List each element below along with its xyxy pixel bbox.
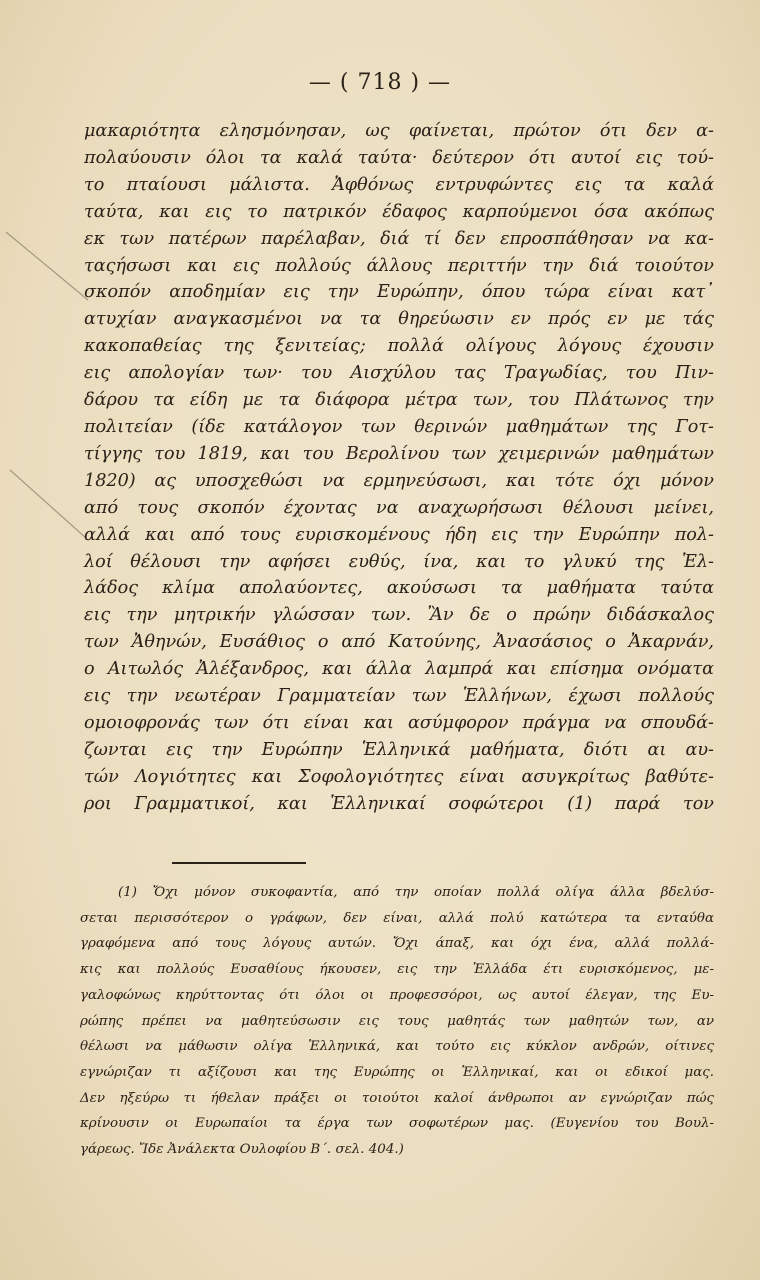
body-line: σκοπόν αποδημίαν εις την Ευρώπην, όπου τώρα είναι κατ᾽ [84, 282, 714, 303]
body-line: τίγγης του 1819, και του Βερολίνου των χειμερινών μαθημάτων [84, 443, 714, 464]
body-line: ροι Γραμματικοί, και Ἑλληνικαί σοφώτεροι (1) παρά τον [84, 793, 714, 814]
footnote-line: (1) Ὄχι μόνον συκοφαντία, από την οποίαν πολλά ολίγα άλλα βδελύσ- [118, 885, 714, 900]
body-line: κακοπαθείας της ξενιτείας; πολλά ολίγους λόγους έχουσιν [84, 336, 714, 357]
body-line: ομοιοφρονάς των ότι είναι και ασύμφορον πράγμα να σπουδά- [84, 712, 714, 733]
body-line: δάρου τα είδη με τα διάφορα μέτρα των, του Πλάτωνος την [84, 390, 714, 411]
body-line: πολαύουσιν όλοι τα καλά ταύτα· δεύτερον ότι αυτοί εις τού- [84, 147, 714, 168]
footnote-line: Δεν ηξεύρω τι ήθελαν πράξει οι τοιούτοι καλοί άνθρωποι αν εγνώριζαν πώς [80, 1090, 714, 1106]
body-line: εις απολογίαν των· του Αισχύλου τας Τραγωδίας, του Πιν- [84, 363, 714, 384]
body-line: εκ των πατέρων παρέλαβαν, διά τί δεν επροσπάθησαν να κα- [84, 228, 714, 249]
body-text [84, 118, 714, 818]
body-line: εις την μητρικήν γλώσσαν των. Ἂν δε ο πρώην διδάσκαλος [84, 605, 714, 626]
body-line: ταύτα, και εις το πατρικόν έδαφος καρπούμενοι όσα ακόπως [84, 201, 714, 222]
footnote [80, 880, 714, 1163]
body-line: από τους σκοπόν έχοντας να αναχωρήσωσι θέλουσι μείνει, [84, 497, 714, 518]
body-line: ατυχίαν αναγκασμένοι να τα θηρεύωσιν εν πρός εν με τάς [84, 309, 714, 330]
footnote-line: γραφόμενα από τους λόγους αυτών. Ὄχι άπαξ, και όχι ένα, αλλά πολλά- [80, 936, 714, 952]
footnote-line: θέλωσι να μάθωσιν ολίγα Ἑλληνικά, και τούτο εις κύκλον ανδρών, οίτινες [80, 1039, 714, 1055]
body-line: πολιτείαν (ίδε κατάλογον των θερινών μαθημάτων της Γοτ- [84, 416, 714, 437]
body-line: των Ἀθηνών, Ευσάθιος ο από Κατούνης, Ἀνασάσιος ο Ἀκαρνάν, [84, 632, 714, 653]
footnote-line: εγνώριζαν τι αξίζουσι και της Ευρώπης οι Ἑλληνικαί, και οι εδικοί μας. [80, 1064, 714, 1080]
body-line: ο Αιτωλός Ἀλέξανδρος, και άλλα λαμπρά και επίσημα ονόματα [84, 659, 714, 680]
footnote-line: κις και πολλούς Ευσαθίους ήκουσεν, εις την Ἑλλάδα έτι ευρισκόμενος, με- [80, 962, 714, 978]
body-line: ταςήσωσι και εις πολλούς άλλους περιττήν την διά τοιούτον [84, 255, 714, 276]
body-line: εις την νεωτέραν Γραμματείαν των Ἑλλήνων, έχωσι πολλούς [84, 686, 714, 707]
body-line: αλλά και από τους ευρισκομένους ήδη εις την Ευρώπην πολ- [84, 524, 714, 545]
footnote-line: γάρεως. Ἴδε Ἀνάλεκτα Ουλοφίου Β΄. σελ. 404.) [80, 1142, 404, 1158]
body-line: τών Λογιότητες και Σοφολογιότητες είναι ασυγκρίτως βαθύτε- [84, 766, 714, 787]
footnote-line: κρίνουσιν οι Ευρωπαίοι τα έργα των σοφωτέρων μας. (Ευγενίου του Βουλ- [80, 1116, 714, 1132]
body-line: μακαριότητα ελησμόνησαν, ως φαίνεται, πρώτον ότι δεν α- [84, 121, 714, 141]
body-line: το πταίουσι μάλιστα. Ἀφθόνως εντρυφώντες εις τα καλά [84, 174, 714, 195]
body-line: 1820) ας υποσχεθώσι να ερμηνεύσωσι, και τότε όχι μόνον [84, 470, 714, 491]
page-number-header: — ( 718 ) — [308, 70, 452, 95]
body-line: λοί θέλουσι την αφήσει ευθύς, ίνα, και το γλυκύ της Ἑλ- [84, 551, 714, 572]
footnote-line: σεται περισσότερον ο γράφων, δεν είναι, αλλά πολύ κατώτερα τα ενταύθα [80, 910, 714, 926]
body-line: ζωνται εις την Ευρώπην Ἑλληνικά μαθήματα, διότι αι αυ- [84, 739, 714, 760]
footnote-line: γαλοφώνως κηρύττοντας ότι όλοι οι προφεσσόροι, ως αυτοί έλεγαν, της Ευ- [80, 987, 714, 1003]
footnote-separator-rule [172, 862, 306, 864]
body-line: λάδος κλίμα απολαύοντες, ακούσωσι τα μαθήματα ταύτα [84, 578, 714, 599]
footnote-line: ρώπης πρέπει να μαθητεύσωσιν εις τους μαθητάς των μαθητών των, αν [80, 1013, 714, 1029]
